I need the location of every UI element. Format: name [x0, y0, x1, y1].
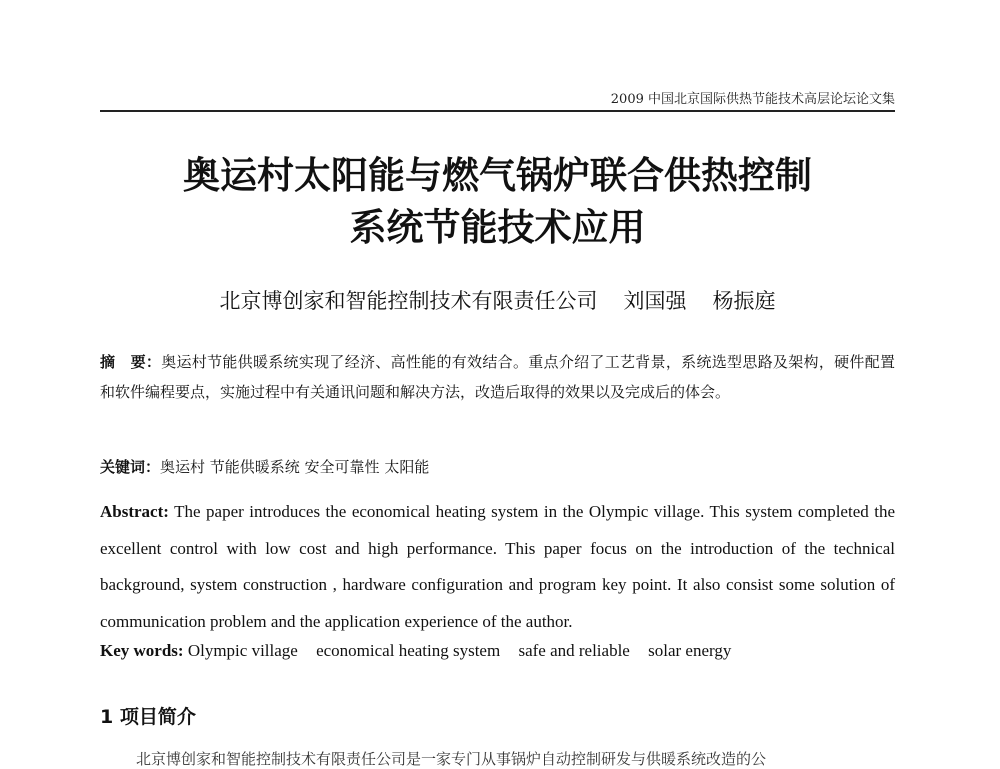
abstract-cn-label: 摘 要：: [100, 353, 162, 371]
keywords-cn-text: 奥运村 节能供暖系统 安全可靠性 太阳能: [160, 458, 430, 476]
author-name: 杨振庭: [712, 289, 776, 313]
body-paragraph: 北京博创家和智能控制技术有限责任公司是一家专门从事锅炉自动控制研发与供暖系统改造的公: [136, 750, 767, 768]
keywords-chinese: [100, 456, 895, 477]
abstract-en-label: Abstract:: [100, 502, 169, 521]
keywords-cn-label: 关键词：: [100, 458, 161, 476]
keywords-en-label: Key words:: [100, 641, 184, 660]
title-line-2: 系统节能技术应用: [349, 206, 646, 249]
keywords-english: [100, 641, 895, 661]
keyword: Olympic village: [187, 641, 298, 660]
keyword: solar energy: [648, 641, 732, 660]
header-rule: [100, 110, 895, 112]
title-line-1: 奥运村太阳能与燃气锅炉联合供热控制: [183, 154, 812, 197]
section-heading: 1 项目简介: [100, 706, 196, 728]
author-name: 刘国强: [623, 289, 687, 313]
abstract-en-text: The paper introduces the economical heating system in the Olympic village. This system completed the excellent control with low cost and high performance. This paper focus on the introduction of the technical background, system construction , hardware configuration and program key point. It also consist some solution of communication problem and the application experience of the author.: [100, 502, 895, 631]
abstract-cn-text: 奥运村节能供暖系统实现了经济、高性能的有效结合。重点介绍了工艺背景，系统选型思路及架构，硬件配置和软件编程要点，实施过程中有关通讯问题和解决方法，改造后取得的效果以及完成后的体会。: [100, 353, 895, 401]
paper-title: [100, 150, 895, 254]
running-head: 2009 中国北京国际供热节能技术高层论坛论文集: [610, 92, 895, 107]
keyword: safe and reliable: [518, 641, 630, 660]
author-line: [100, 285, 895, 315]
affiliation: 北京博创家和智能控制技术有限责任公司: [219, 289, 598, 313]
abstract-chinese: [100, 347, 895, 407]
abstract-english: [100, 494, 895, 640]
keyword: economical heating system: [316, 641, 501, 660]
